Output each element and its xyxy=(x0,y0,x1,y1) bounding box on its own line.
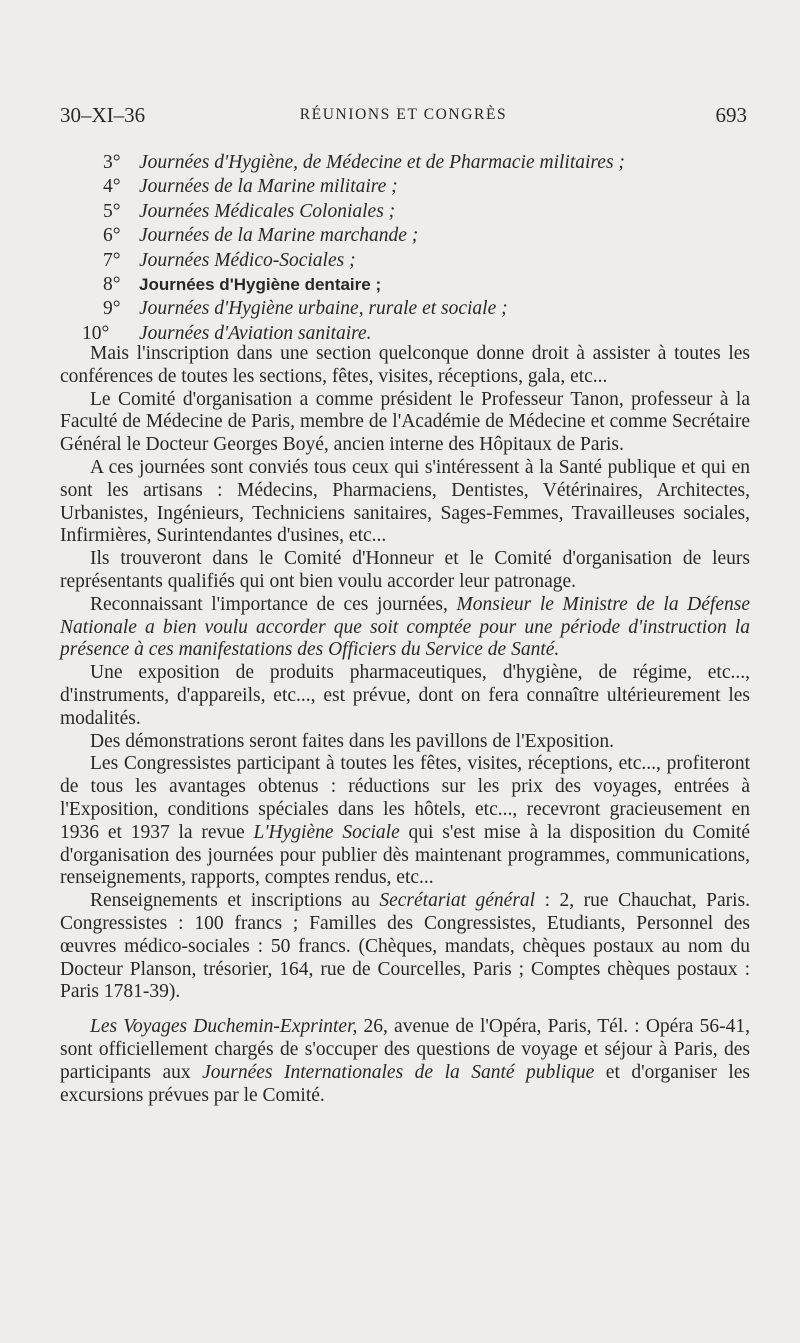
list-item xyxy=(60,297,750,321)
paragraph-spacer xyxy=(60,1004,750,1016)
list-item-number: 10° xyxy=(82,322,110,344)
paragraph-italic: Secrétariat général xyxy=(379,890,536,912)
paragraph xyxy=(60,1016,750,1107)
list-item-text: Journées de la Marine militaire ; xyxy=(139,176,398,198)
list-item-number: 7° xyxy=(103,249,121,271)
paragraph: Ils trouveront dans le Comité d'Honneur et le Comité d'organisation de leurs représentants qualifiés qui ont bien voulu accorder leur patronage. xyxy=(60,548,750,592)
page-number: 693 xyxy=(715,103,747,127)
paragraph: Une exposition de produits pharmaceutiques, d'hygiène, de régime, etc..., d'instruments, d'appareils, etc..., est prévue, dont on fera connaître ultérieurement les modalités. xyxy=(60,662,750,729)
list-item xyxy=(60,224,750,248)
list-item-text: Journées de la Marine marchande ; xyxy=(139,225,419,247)
list-item-text: Journées d'Hygiène urbaine, rurale et sociale ; xyxy=(139,298,508,320)
paragraph-text: qui s'est mise à la disposition du Comité d'organisation des journées pour publier dès maintenant programmes, communications, renseignements, rapports, comptes rendus, etc... xyxy=(60,821,750,889)
paragraph-italic: Monsieur le Ministre de la Défense Nationale a bien voulu accorder que soit comptée pour une période d'instruction la présence à ces manifestations des Officiers du Service de Santé. xyxy=(60,593,750,661)
list-item xyxy=(60,273,750,297)
sections-list xyxy=(60,151,750,346)
list-item xyxy=(60,175,750,199)
paragraph-text: Renseignements et inscriptions au xyxy=(90,890,380,912)
list-item-number: 4° xyxy=(103,176,121,198)
body-text xyxy=(60,343,750,1107)
list-item-number: 8° xyxy=(103,273,121,295)
paragraph-text: Les Congressistes participant à toutes les fêtes, visites, réceptions, etc..., profiteront de tous les avantages obtenus : réductions sur les prix des voyages, entrées à l'Exposition, conditions spéciales dans les hôtels, etc..., recevront gracieusement en 1936 et 1937 la revue xyxy=(60,753,750,843)
list-item xyxy=(60,200,750,224)
paragraph: Le Comité d'organisation a comme président le Professeur Tanon, professeur à la Faculté de Médecine de Paris, membre de l'Académie de Médecine et comme Secrétaire Général le Docteur Georges Boyé, ancien interne des Hôpitaux de Paris. xyxy=(60,388,750,456)
list-item-text: Journées d'Hygiène dentaire ; xyxy=(139,274,382,294)
list-item-number: 5° xyxy=(103,200,121,222)
list-item-text: Journées d'Aviation sanitaire. xyxy=(139,322,372,344)
paragraph-text: : 2, rue Chauchat, Paris. Congressistes : 100 francs ; Familles des Congressistes, Etudiants, Personnel des œuvres médico-sociales : 50 francs. (Chèques, mandats, chèques postaux au nom du Docteur Planson, trésorier, 164, rue de Courcelles, Paris ; Comptes chèques postaux : Paris 1781-39). xyxy=(60,890,750,1003)
header-date: 30–XI–36 xyxy=(60,103,146,127)
paragraph: A ces journées sont conviés tous ceux qui s'intéressent à la Santé publique et qui en sont les artisans : Médecins, Pharmaciens, Dentistes, Vétérinaires, Architectes, Urbanistes, Ingénieurs, Techniciens sanitaires, Sages-Femmes, Travailleuses sociales, Infirmières, Surintendantes d'usines, etc... xyxy=(60,456,750,547)
agency-name: Les Voyages Duchemin-Exprinter, xyxy=(90,1016,358,1038)
journal-title: L'Hygiène Sociale xyxy=(253,821,400,843)
event-name: Journées Internationales de la Santé publique xyxy=(202,1061,595,1083)
list-item-text: Journées d'Hygiène, de Médecine et de Pharmacie militaires ; xyxy=(139,152,625,173)
list-item-number: 9° xyxy=(103,298,121,320)
list-item-number: 6° xyxy=(103,225,121,247)
paragraph-text: 26, avenue de l'Opéra, Paris, Tél. : Opéra 56-41, sont officiellement chargés de s'occuper des questions de voyage et séjour à Paris, des participants aux xyxy=(60,1016,750,1083)
paragraph: Des démonstrations seront faites dans les pavillons de l'Exposition. xyxy=(90,730,614,752)
paragraph: Mais l'inscription dans une section quelconque donne droit à assister à toutes les conférences de toutes les sections, fêtes, visites, réceptions, gala, etc... xyxy=(60,343,750,387)
paragraph-text: Reconnaissant l'importance de ces journées, xyxy=(90,593,457,615)
paragraph-text: et d'organiser les excursions prévues par le Comité. xyxy=(60,1061,751,1106)
paragraph xyxy=(60,594,750,662)
list-item-text: Journées Médicales Coloniales ; xyxy=(139,200,396,222)
list-item xyxy=(60,151,750,175)
running-header xyxy=(60,103,747,133)
list-item-text: Journées Médico-Sociales ; xyxy=(139,249,356,271)
paragraph xyxy=(60,753,750,890)
list-item-number: 3° xyxy=(103,152,121,173)
list-item xyxy=(60,249,750,273)
header-section-title: RÉUNIONS ET CONGRÈS xyxy=(299,106,508,123)
paragraph xyxy=(60,890,750,1004)
